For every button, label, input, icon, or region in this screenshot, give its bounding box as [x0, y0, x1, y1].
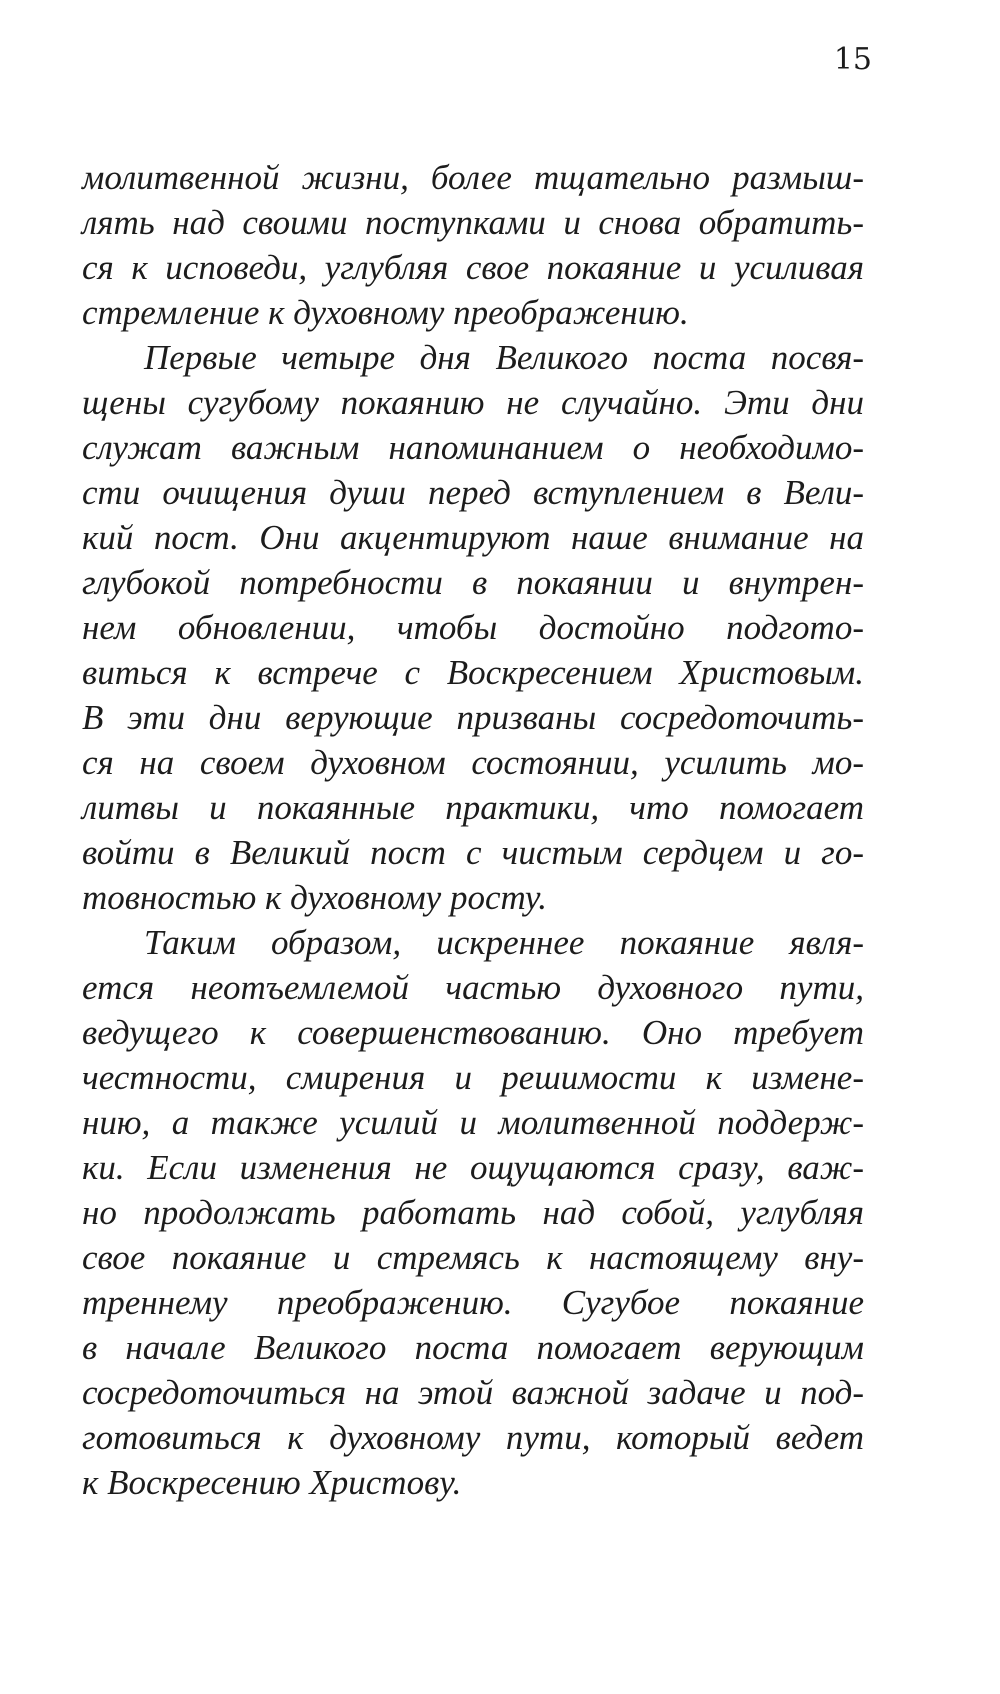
body-text	[82, 155, 864, 1505]
text-line: треннему преображению. Сугубое покаяние	[82, 1283, 864, 1322]
text-line: лять над своими поступками и снова обратить-	[82, 203, 864, 242]
text-line: честности, смирения и решимости к измене-	[82, 1058, 864, 1097]
text-line: ется неотъемлемой частью духовного пути,	[82, 968, 864, 1007]
paragraph-2	[82, 335, 864, 920]
text-line: ки. Если изменения не ощущаются сразу, важ-	[82, 1148, 864, 1187]
paragraph-3	[82, 920, 864, 1505]
text-line: сосредоточиться на этой важной задаче и под-	[82, 1373, 864, 1412]
text-line: ся к исповеди, углубляя свое покаяние и усиливая	[82, 248, 864, 287]
text-line: литвы и покаянные практики, что помогает	[82, 788, 864, 827]
text-line: виться к встрече с Воскресением Христовым.	[82, 653, 864, 692]
text-line: глубокой потребности в покаянии и внутрен-	[82, 563, 864, 602]
text-line: стремление к духовному преображению.	[82, 293, 689, 332]
text-line: к Воскресению Христову.	[82, 1463, 462, 1502]
paragraph-1	[82, 155, 864, 335]
text-line: щены сугубому покаянию не случайно. Эти дни	[82, 383, 864, 422]
page-number: 15	[833, 42, 872, 77]
text-line: молитвенной жизни, более тщательно размыш-	[82, 158, 864, 197]
text-line: кий пост. Они акцентируют наше внимание на	[82, 518, 864, 557]
text-line: Первые четыре дня Великого поста посвя-	[144, 338, 864, 377]
text-line: товностью к духовному росту.	[82, 878, 547, 917]
text-line: ведущего к совершенствованию. Оно требует	[82, 1013, 864, 1052]
text-line: войти в Великий пост с чистым сердцем и го-	[82, 833, 864, 872]
text-line: ся на своем духовном состоянии, усилить мо-	[82, 743, 864, 782]
text-line: служат важным напоминанием о необходимо-	[82, 428, 864, 467]
text-line: Таким образом, искреннее покаяние явля-	[144, 923, 864, 962]
text-line: сти очищения души перед вступлением в Вели-	[82, 473, 864, 512]
text-line: нию, а также усилий и молитвенной поддерж-	[82, 1103, 864, 1142]
text-line: готовиться к духовному пути, который ведет	[82, 1418, 864, 1457]
text-line: В эти дни верующие призваны сосредоточить-	[82, 698, 864, 737]
text-line: в начале Великого поста помогает верующим	[82, 1328, 864, 1367]
text-line: нем обновлении, чтобы достойно подгото-	[82, 608, 864, 647]
text-line: но продолжать работать над собой, углубляя	[82, 1193, 864, 1232]
text-line: свое покаяние и стремясь к настоящему вну-	[82, 1238, 864, 1277]
